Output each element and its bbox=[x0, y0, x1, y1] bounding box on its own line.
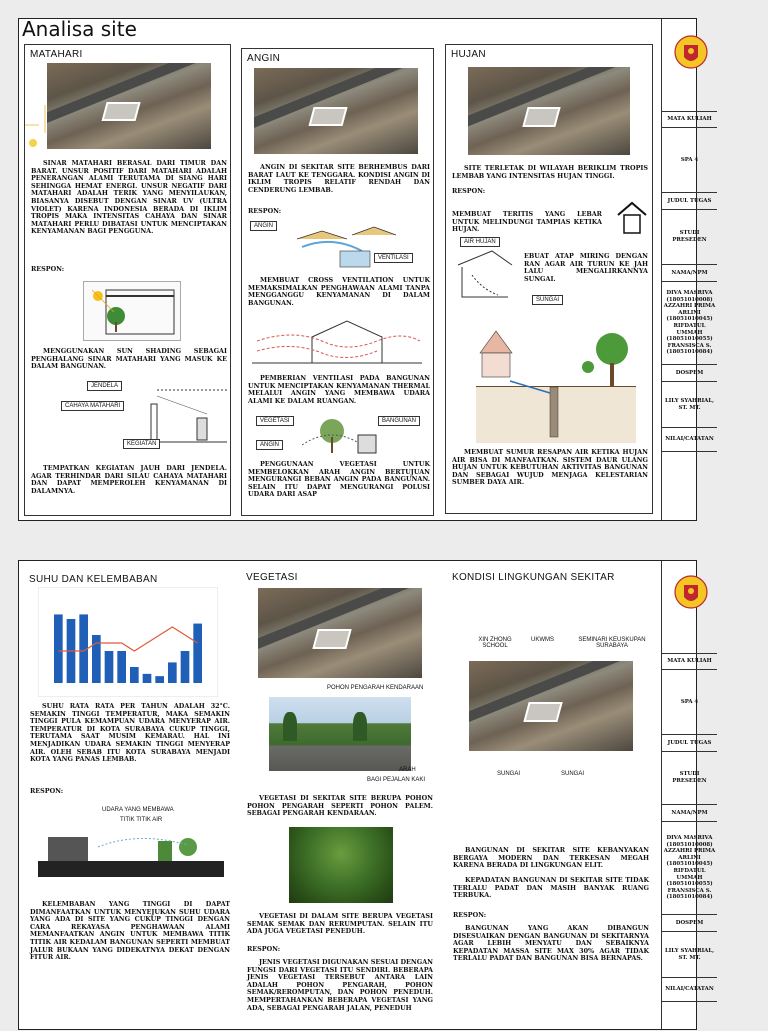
sun-shading-diagram bbox=[83, 281, 181, 341]
window-diagram bbox=[137, 380, 229, 448]
hujan-respon-label: RESPON: bbox=[452, 187, 486, 195]
sun-icon bbox=[25, 105, 55, 155]
precip-bar bbox=[193, 624, 202, 683]
site-aerial-photo bbox=[47, 63, 211, 149]
vegetasi-respon-text: JENIS VEGETASI DIGUNAKAN SESUAI DENGAN FUNGSI DARI VEGETASI ITU SENDIRI. BEBERAPA JENIS VEGETASI TERSEBUT ANTARA LAIN ADALAH POHON PENGARAH, POHON SEMAK/REROMPUTAN, DAN POHON PENEDUH. MEMPERTAHANKAN BEBERAPA VEGETASI YANG ADA, SEBAGAI PENGARAH JALAN, PENEDUH bbox=[247, 958, 433, 1012]
dospem-value-2: LILY SYAHRIAL, ST. MT. bbox=[662, 932, 717, 978]
nilai-catatan-label: NILAI/CATATAN bbox=[662, 428, 717, 452]
caption-arah: ARAH bbox=[399, 767, 416, 773]
humidity-section-diagram bbox=[38, 827, 224, 879]
suhu-heading: SUHU DAN KELEMBABAN bbox=[29, 574, 158, 585]
suhu-closing: KELEMBABAN YANG TINGGI DI DAPAT DIMANFAATKAN UNTUK MENYEJUKAN SUHU UDARA YANG ADA DI SITE YANG CUKUP TINGGI DENGAN CARA REKAYASA PENGHAWAAN ALAMI MEMANFAATKAN ANGIN UNTUK MEMBAWA TITIK TITIK AIR KEDALAM BANGUNAN SEPERTI MEMBUAT JALUR BUKAAN YANG DIDEKATNYA DEKAT DENGAN FITUR AIR. bbox=[30, 900, 230, 962]
tag-air-hujan: AIR HUJAN bbox=[460, 237, 500, 247]
nilai-catatan-label-2: NILAI/CATATAN bbox=[662, 978, 717, 1002]
mata-kuliah-value-2: SPA 4 bbox=[662, 670, 717, 735]
label-seminari: SEMINARI KEUSKUPAN SURABAYA bbox=[578, 637, 646, 649]
vegetasi-paragraph-1: VEGETASI DI SEKITAR SITE BERUPA POHON POHON PENGARAH SEPERTI POHON PALEM. SEBAGAI PENGARAH KENDARAAN. bbox=[247, 794, 433, 818]
kondisi-respon-text: BANGUNAN YANG AKAN DIBANGUN DISESUAIKAN DENGAN BANGUNAN DI SEKITARNYA AGAR LEBIH MENYATU DAN SEBAIKNYA KEPADATAN MASSA SITE MAX 30% AGAR TIDAK TERLALU PADAT DAN BANGUNAN BISA BERNAPAS. bbox=[453, 924, 649, 963]
nama-npm-value-2: DIVA MASRIVA (18051010008) AZZAHRI PRIMA ARLINI (18051010045) RIFDATUL UMMAH (18051010055) FRANSISCA S. (18051010084) bbox=[662, 822, 717, 915]
angin-site-photo bbox=[254, 68, 418, 154]
mata-kuliah-label-2: MATA KULIAH bbox=[662, 653, 717, 670]
palm-road-photo bbox=[269, 697, 411, 771]
tag-ventilasi: VENTILASI bbox=[374, 253, 413, 263]
tag-sungai: SUNGAI bbox=[532, 295, 563, 305]
vegetation-wind-diagram bbox=[302, 415, 378, 457]
hujan-site-photo bbox=[468, 67, 630, 155]
ventilasi-text: PEMBERIAN VENTILASI PADA BANGUNAN UNTUK MENCIPTAKAN KENYAMANAN THERMAL MELALUI ANGIN YANG MEMBAWA UDARA ALAMI KE DALAM RUANGAN. bbox=[248, 374, 430, 405]
precip-bar bbox=[181, 651, 190, 683]
angin-paragraph: ANGIN DI SEKITAR SITE BERHEMBUS DARI BARAT LAUT KE TENGGARA. KONDISI ANGIN DI IKLIM TROPIS RELATIF RENDAH DAN CENDERUNG LEMBAB. bbox=[248, 163, 430, 194]
judul-tugas-label: JUDUL TUGAS bbox=[662, 193, 717, 210]
precip-bar bbox=[155, 676, 164, 683]
title-block-1 bbox=[661, 19, 717, 520]
tag-angin-2: ANGIN bbox=[256, 440, 283, 450]
suhu-respon-label: RESPON: bbox=[30, 787, 64, 795]
shading-text: MENGGUNAKAN SUN SHADING SEBAGAI PENGHALANG SINAR MATAHARI YANG MASUK KE DALAM BANGUNAN. bbox=[31, 347, 227, 371]
cross-ventilation-text: MEMBUAT CROSS VENTILATION UNTUK MEMAKSIMALKAN PENGHAWAAN ALAMI TANPA MENGGANGGU KENYAMANAN DI DALAM BANGUNAN. bbox=[248, 276, 430, 307]
sumur-text: MEMBUAT SUMUR RESAPAN AIR KETIKA HUJAN AIR BISA DI MANFAATKAN. SISTEM DAUR ULANG HUJAN UNTUK KEBUTUHAN AKTIVITAS BANGUNAN DAN SEBAGAI WUJUD MENJAGA KELESTARIAN SUMBER DAYA AIR. bbox=[452, 448, 648, 487]
teritis-text: MEMBUAT TERITIS YANG LEBAR UNTUK MELINDUNGI TAMPIAS KETIKA HUJAN. bbox=[452, 210, 602, 234]
judul-tugas-label-2: JUDUL TUGAS bbox=[662, 735, 717, 752]
dospem-value: LILY SYAHRIAL, ST. MT. bbox=[662, 382, 717, 428]
precip-bar bbox=[168, 662, 177, 683]
angin-heading: ANGIN bbox=[247, 53, 281, 64]
tag-jendela: JENDELA bbox=[87, 381, 122, 391]
judul-tugas-value-2: STUDI PRESEDEN bbox=[662, 752, 717, 805]
kondisi-heading: KONDISI LINGKUNGAN SEKITAR bbox=[452, 572, 615, 583]
analisa-site-sheet-1 bbox=[18, 17, 716, 521]
angin-panel bbox=[241, 48, 434, 516]
vegetasi-respon-label: RESPON: bbox=[247, 945, 281, 953]
precip-bar bbox=[143, 674, 152, 683]
eave-icon bbox=[616, 201, 648, 237]
matahari-respon-label: RESPON: bbox=[31, 265, 65, 273]
matahari-closing: TEMPATKAN KEGIATAN JAUH DARI JENDELA. AGAR TERHINDAR DARI SILAU CAHAYA MATAHARI DAN DAPAT MEMPEROLEH KENYAMANAN DI DALAMNYA. bbox=[31, 464, 227, 495]
judul-tugas-value: STUDI PRESEDEN bbox=[662, 210, 717, 265]
vegetasi-text: PENGGUNAAN VEGETASI UNTUK MEMBELOKKAN ARAH ANGIN BERTUJUAN MENGURANGI BEBAN ANGIN PADA BANGUNAN. SELAIN ITU DAPAT MENGURANGI POLUSI UDARA DARI ASAP bbox=[248, 460, 430, 499]
ventilation-section-diagram bbox=[252, 311, 422, 371]
precip-bar bbox=[92, 635, 101, 683]
diagram-title-2: TITIK TITIK AIR bbox=[120, 817, 163, 823]
diagram-title-1: UDARA YANG MEMBAWA bbox=[102, 807, 174, 813]
sloped-roof-sketch bbox=[452, 245, 518, 305]
precip-bar bbox=[105, 651, 114, 683]
cross-ventilation-diagram bbox=[292, 217, 402, 273]
vegetasi-paragraph-2: VEGETASI DI DALAM SITE BERUPA VEGETASI SEMAK SEMAK DAN RERUMPUTAN. SELAIN ITU ADA JUGA VEGETASI PENEDUH. bbox=[247, 912, 433, 936]
angin-respon-label: RESPON: bbox=[248, 207, 282, 215]
forest-photo bbox=[289, 827, 393, 903]
suhu-panel bbox=[24, 565, 234, 1031]
hujan-panel bbox=[445, 44, 653, 514]
kondisi-site-photo bbox=[469, 661, 633, 751]
label-sungai-1: SUNGAI bbox=[497, 771, 521, 777]
tag-angin: ANGIN bbox=[250, 221, 277, 231]
nama-npm-label-2: NAMA/NPM bbox=[662, 805, 717, 822]
kondisi-respon-label: RESPON: bbox=[453, 911, 487, 919]
kondisi-panel bbox=[447, 565, 655, 1031]
sumur-resapan-diagram bbox=[476, 323, 636, 443]
hujan-heading: HUJAN bbox=[451, 49, 486, 60]
tag-kegiatan: KEGIATAN bbox=[123, 439, 160, 449]
precip-bar bbox=[54, 614, 63, 683]
matahari-panel bbox=[24, 44, 231, 516]
matahari-paragraph: SINAR MATAHARI BERASAL DARI TIMUR DAN BARAT. UNSUR POSITIF DARI MATAHARI ADALAH PENERANGAN ALAMI TERUTAMA DI SIANG HARI SEHINGGA HEMAT ENERGI. UNSUR NEGATIF DARI MATAHARI ADALAH TERIK YANG MENYILAUKAN, BIASANYA DISEBUT DENGAN SINAR UV (ULTRA VIOLET) KARENA INDONESIA BERADA DI IKLIM TROPIS MAKA INTENSITAS CAHAYA DAN SINAR MATAHARI PERLU DIBATASI UNTUK MENCIPTAKAN KENYAMANAN BAGI PENGGUNA. bbox=[31, 159, 227, 236]
label-ukwms: UKWMS bbox=[531, 637, 554, 643]
tag-cahaya-matahari: CAHAYA MATAHARI bbox=[61, 401, 124, 411]
mata-kuliah-label: MATA KULIAH bbox=[662, 111, 717, 128]
tag-bangunan: BANGUNAN bbox=[378, 416, 420, 426]
analisa-site-sheet-2 bbox=[18, 560, 716, 1030]
caption-pejalan-kaki: BAGI PEJALAN KAKI bbox=[367, 777, 426, 783]
dospem-label: DOSPEM bbox=[662, 365, 717, 382]
label-sungai-2: SUNGAI bbox=[561, 771, 585, 777]
kondisi-paragraph-1: BANGUNAN DI SEKITAR SITE KEBANYAKAN BERGAYA MODERN DAN TERKESAN MEGAH KARENA BERADA DI LINGKUNGAN ELIT. bbox=[453, 846, 649, 870]
dospem-label-2: DOSPEM bbox=[662, 915, 717, 932]
precip-bar bbox=[130, 667, 139, 683]
university-logo-2 bbox=[674, 575, 708, 613]
caption-pohon-pengarah: POHON PENGARAH KENDARAAN bbox=[327, 685, 424, 691]
matahari-heading: MATAHARI bbox=[30, 49, 83, 60]
vegetasi-heading: VEGETASI bbox=[246, 572, 298, 583]
vegetasi-panel bbox=[241, 565, 441, 1031]
vegetasi-site-photo bbox=[258, 588, 422, 678]
kondisi-paragraph-2: KEPADATAN BANGUNAN DI SEKITAR SITE TIDAK TERLALU PADAT DAN MASIH BANYAK RUANG TERBUKA. bbox=[453, 876, 649, 900]
nama-npm-label: NAMA/NPM bbox=[662, 265, 717, 282]
university-logo bbox=[674, 35, 708, 73]
tag-vegetasi: VEGETASI bbox=[256, 416, 294, 426]
hujan-paragraph: SITE TERLETAK DI WILAYAH BERIKLIM TROPIS LEMBAB YANG INTENSITAS HUJAN TINGGI. bbox=[452, 164, 648, 180]
page-title: Analisa site bbox=[22, 17, 137, 41]
title-block-2 bbox=[661, 561, 717, 1029]
suhu-paragraph: SUHU RATA RATA PER TAHUN ADALAH 32°C. SEMAKIN TINGGI TEMPERATUR, MAKA SEMAKIN TINGGI PULA KEMAMPUAN UDARA MENYERAP AIR. TEMPERATUR DI KOTA SURABAYA CUKUP TINGGI, TERUTAMA SAAT MUSIM KEMARAU. HAL INI MENJADIKAN UDARA SEMAKIN TINGGI MENYERAP AIR. OLEH SEBAB ITU KOTA SURABAYA MENJADI KOTA YANG PANAS LEMBAB. bbox=[30, 702, 230, 764]
atap-text: EBUAT ATAP MIRING DENGAN RAN AGAR AIR TURUN KE JAH LALU MENGALIRKANNYA SUNGAI. bbox=[524, 252, 648, 283]
mata-kuliah-value: SPA 4 bbox=[662, 128, 717, 193]
precip-bar bbox=[117, 651, 126, 683]
climate-chart bbox=[38, 587, 218, 697]
nama-npm-value: DIVA MASRIVA (18051010008) AZZAHRI PRIMA ARLINI (18051010045) RIFDATUL UMMAH (18051010055) FRANSISCA S. (18051010084) bbox=[662, 282, 717, 365]
label-xin-zhong: XIN ZHONG SCHOOL bbox=[478, 637, 512, 649]
